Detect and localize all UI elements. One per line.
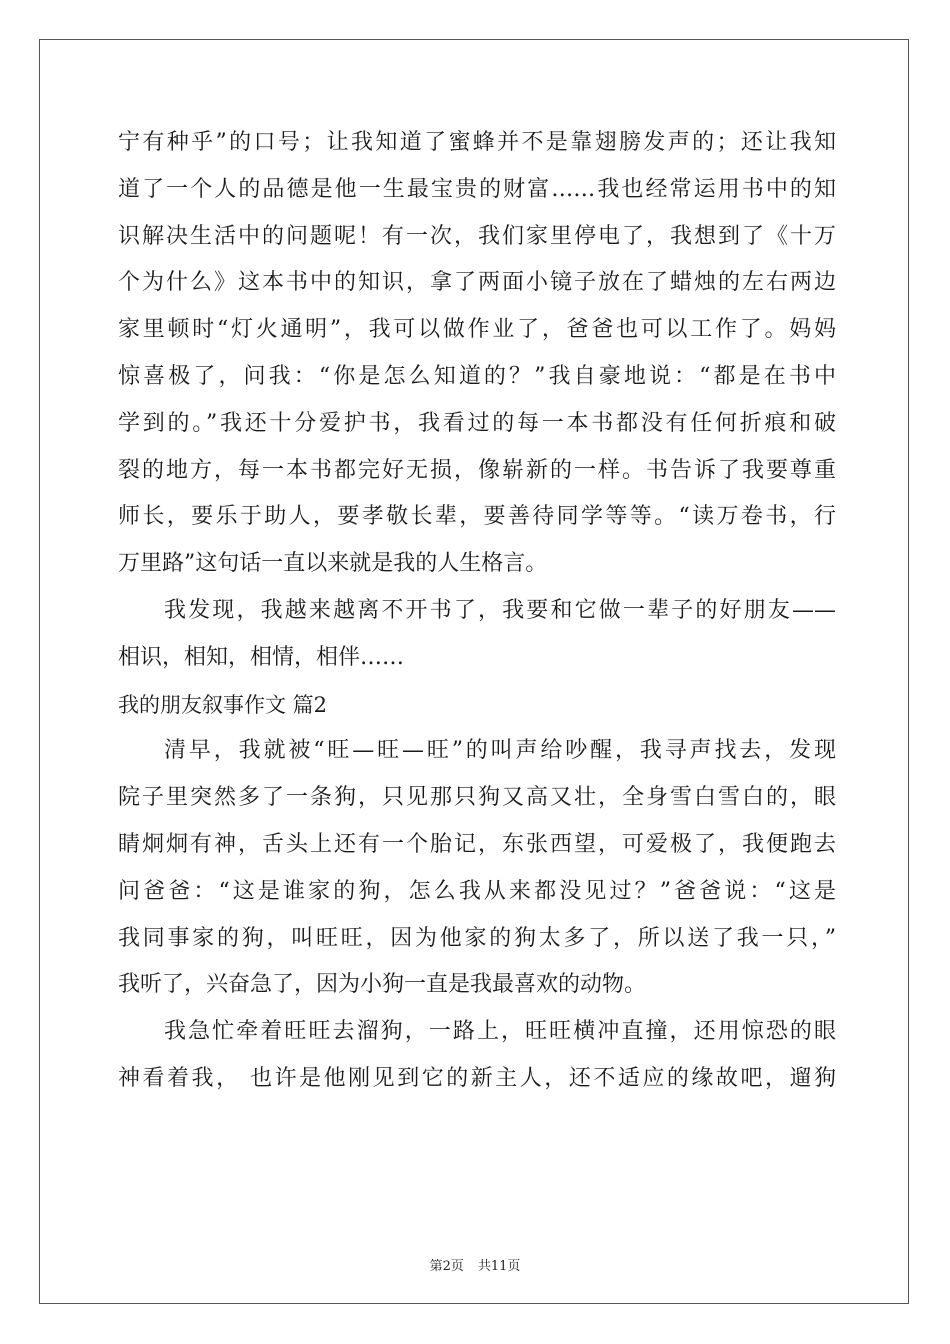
- text-line: 宁有种乎”的口号；让我知道了蜜蜂并不是靠翅膀发声的；还让我知: [118, 130, 836, 155]
- text-line: 家里顿时“灯火通明”，我可以做作业了，爸爸也可以工作了。妈妈: [118, 317, 836, 343]
- text-line: 相识，相知，相情，相伴……: [118, 644, 405, 670]
- section-heading: 我的朋友叙事作文 篇2: [118, 692, 328, 717]
- text-line: 我听了，兴奋急了，因为小狗一直是我最喜欢的动物。: [118, 972, 647, 998]
- document-body: [118, 120, 836, 1103]
- text-line: 惊喜极了，问我：“你是怎么知道的？”我自豪地说：“都是在书中: [118, 363, 836, 389]
- text-line: 问爸爸：“这是谁家的狗，怎么我从来都没见过？”爸爸说：“这是: [118, 878, 836, 904]
- text-line: 学到的。”我还十分爱护书，我看过的每一本书都没有任何折痕和破: [118, 410, 836, 436]
- paragraph-start-line: 清早，我就被“旺—旺—旺”的叫声给吵醒，我寻声找去，发现: [164, 738, 836, 764]
- text-line: 万里路”这句话一直以来就是我的人生格言。: [118, 551, 548, 577]
- text-line: 识解决生活中的问题呢！有一次，我们家里停电了，我想到了《十万: [118, 223, 836, 249]
- text-line: 神看着我， 也许是他刚见到它的新主人，还不适应的缘故吧，遛狗: [118, 1065, 836, 1091]
- text-line: 道了一个人的品德是他一生最宝贵的财富……我也经常运用书中的知: [118, 176, 836, 202]
- page-footer: [0, 1255, 950, 1274]
- page-number: 第2页: [429, 1259, 464, 1274]
- text-line: 我同事家的狗，叫旺旺，因为他家的狗太多了，所以送了我一只，”: [118, 925, 836, 951]
- paragraph-start-line: 我急忙牵着旺旺去溜狗，一路上，旺旺横冲直撞，还用惊恐的眼: [164, 1019, 836, 1045]
- text-line: 院子里突然多了一条狗，只见那只狗又高又壮，全身雪白雪白的，眼: [118, 785, 836, 811]
- paragraph-start-line: 我发现，我越来越离不开书了，我要和它做一辈子的好朋友——: [164, 597, 836, 623]
- text-line: 睛炯炯有神，舌头上还有一个胎记，东张西望，可爱极了，我便跑去: [118, 831, 836, 857]
- text-line: 个为什么》这本书中的知识，拿了两面小镜子放在了蜡烛的左右两边: [118, 270, 836, 296]
- text-line: 师长，要乐于助人，要孝敬长辈，要善待同学等等。“读万卷书，行: [118, 504, 836, 530]
- text-line: 裂的地方，每一本书都完好无损，像崭新的一样。书告诉了我要尊重: [118, 457, 836, 483]
- page-total: 共11页: [477, 1259, 521, 1274]
